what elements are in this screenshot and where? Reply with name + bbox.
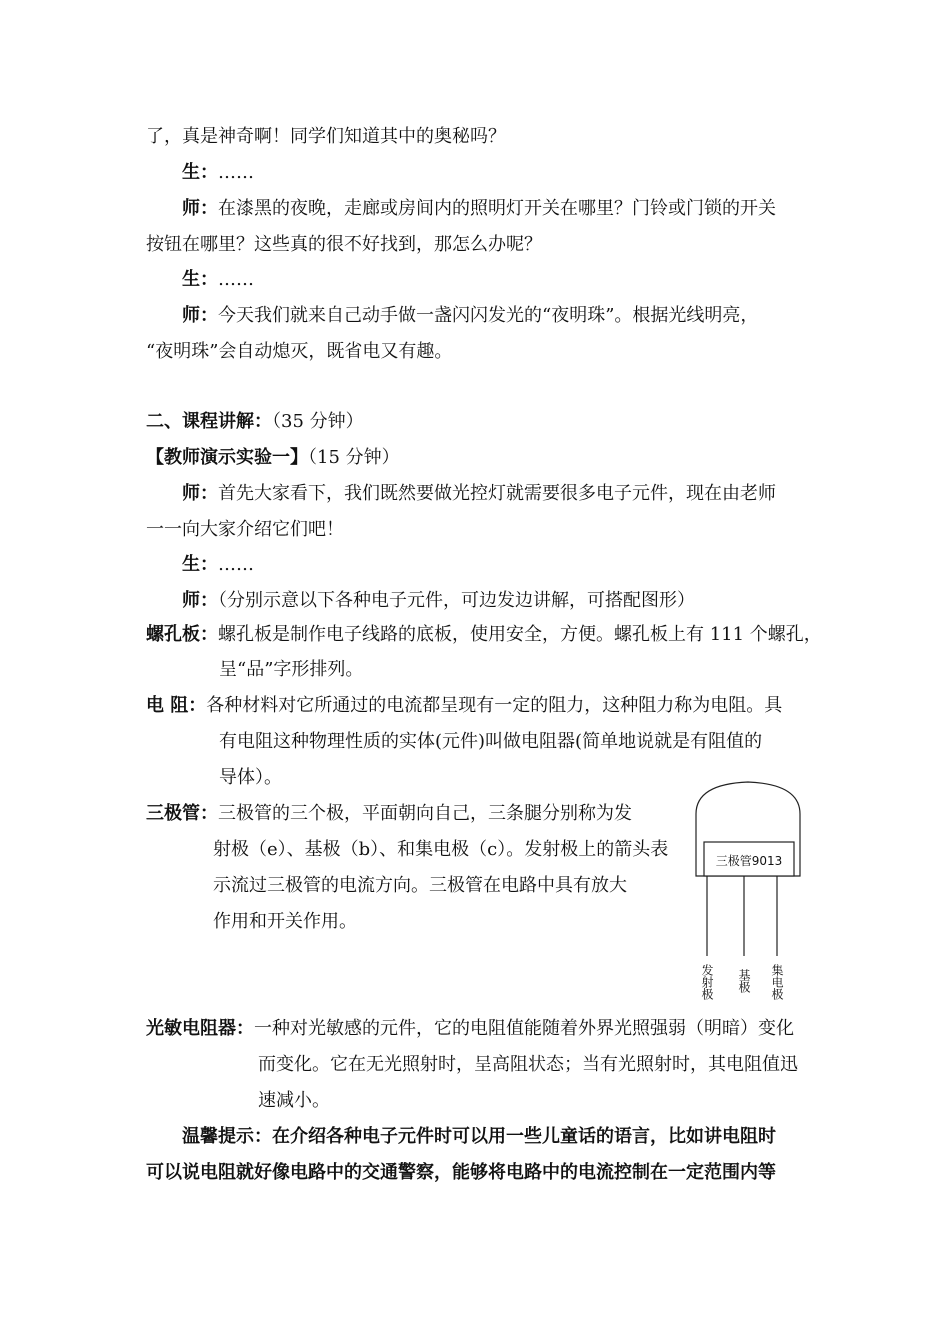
leg-label-emitter: 发射极 [700,964,714,1000]
speaker-label: 师： [182,590,218,611]
speaker-label: 师： [182,305,218,326]
component-text: 螺孔板是制作电子线路的底板，使用安全，方便。螺孔板上有 111 个螺孔， [218,624,822,645]
tip-line: 温馨提示：在介绍各种电子元件时可以用一些儿童话的语言，比如讲电阻时 [182,1126,776,1147]
text-line: 呈“品”字形排列。 [219,659,364,680]
text-line: 了，真是神奇啊！同学们知道其中的奥秘吗？ [146,126,506,147]
dialogue-text: （分别示意以下各种电子元件，可边发边讲解，可搭配图形） [218,590,695,611]
transistor-diagram [688,776,808,1011]
dialogue-text: 首先大家看下，我们既然要做光控灯就需要很多电子元件，现在由老师 [218,483,776,504]
dialogue-line [182,268,254,292]
dialogue-text: 在漆黑的夜晚，走廊或房间内的照明灯开关在哪里？门铃或门锁的开关 [218,198,776,219]
component-resistor [146,694,782,718]
text-line: 有电阻这种物理性质的实体(元件)叫做电阻器(简单地说就是有阻值的 [219,731,763,752]
leg-label-base: 基极 [737,969,751,993]
dialogue-text: …… [218,554,254,575]
component-text: 各种材料对它所通过的电流都呈现有一定的阻力，这种阻力称为电阻。具 [206,695,783,716]
component-label: 三极管： [146,803,218,824]
text-line: 射极（e）、基极（b）、和集电极（c）。发射极上的箭头表 [213,839,669,860]
leg-label-collector: 集电极 [770,964,784,1000]
text-line: 按钮在哪里？这些真的很不好找到，那怎么办呢？ [146,234,542,255]
dialogue-text: …… [218,162,254,183]
demo-heading [146,446,400,470]
component-text: 三极管的三个极，平面朝向自己，三条腿分别称为发 [218,803,632,824]
dialogue-line [182,482,776,506]
dialogue-text: 今天我们就来自己动手做一盏闪闪发光的“夜明珠”。根据光线明亮， [218,305,759,326]
text-line: 速减小。 [258,1090,330,1111]
text-line: 而变化。它在无光照射时，呈高阻状态；当有光照射时，其电阻值迅 [258,1054,798,1075]
component-label: 电 阻： [146,695,207,716]
text-line: “夜明珠”会自动熄灭，既省电又有趣。 [146,341,453,362]
heading-time: （35 分钟） [272,411,364,432]
speaker-label: 生： [182,162,218,183]
demo-title: 【教师演示实验一】 [146,447,308,468]
dialogue-line [182,589,695,613]
dialogue-line [182,553,254,577]
tip-line: 可以说电阻就好像电路中的交通警察，能够将电路中的电流控制在一定范围内等 [146,1162,776,1183]
text-line: 导体）。 [219,767,282,788]
text-line: 一一向大家介绍它们吧！ [146,519,344,540]
dialogue-line [182,304,758,328]
speaker-label: 生： [182,554,218,575]
text-line: 作用和开关作用。 [213,911,357,932]
heading-title: 二、课程讲解： [146,411,272,432]
component-photoresistor [146,1017,794,1041]
component-transistor [146,802,632,826]
speaker-label: 师： [182,198,218,219]
speaker-label: 生： [182,269,218,290]
section-heading [146,410,364,434]
component-board [146,623,822,647]
component-label: 光敏电阻器： [146,1018,254,1039]
speaker-label: 师： [182,483,218,504]
component-label: 螺孔板： [146,624,218,645]
dialogue-line [182,197,776,221]
transistor-label: 三极管9013 [715,854,783,868]
dialogue-text: …… [218,269,254,290]
text-line: 示流过三极管的电流方向。三极管在电路中具有放大 [213,875,627,896]
component-text: 一种对光敏感的元件，它的电阻值能随着外界光照强弱（明暗）变化 [254,1018,794,1039]
dialogue-line [182,161,254,185]
demo-time: （15 分钟） [308,447,400,468]
